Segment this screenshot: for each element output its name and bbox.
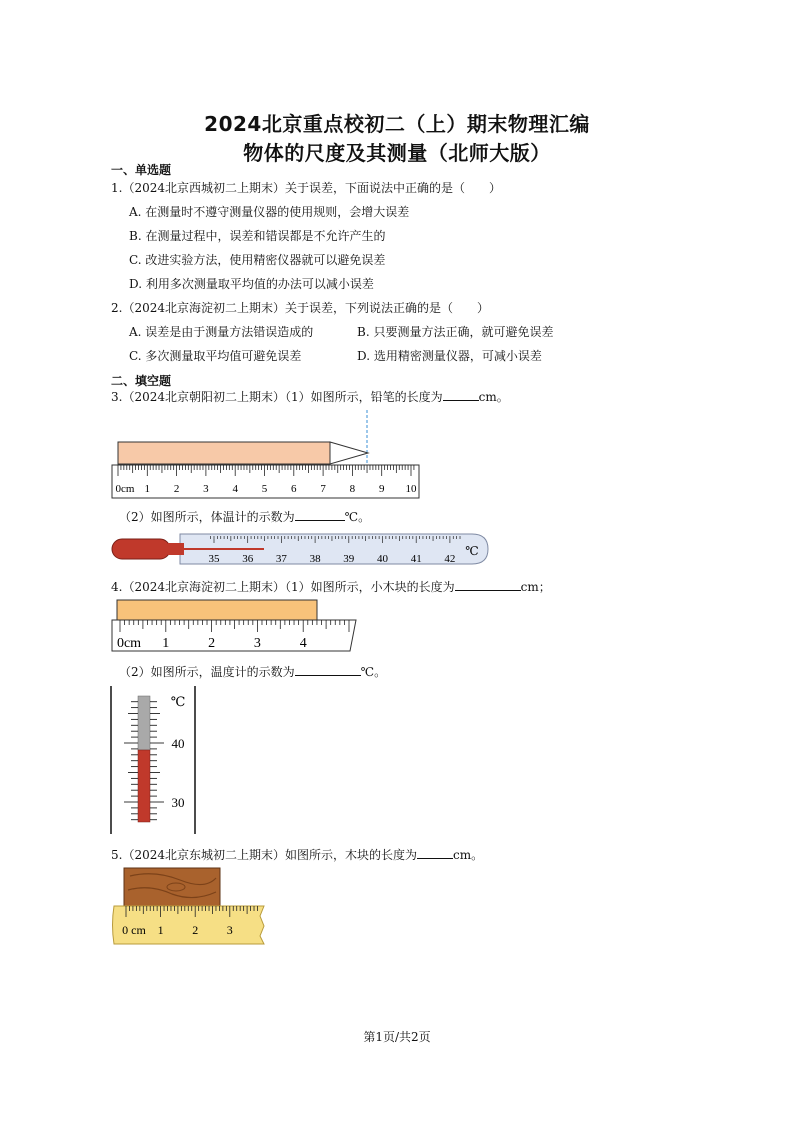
ruler-3-label: 3 xyxy=(226,923,233,937)
wooden-block xyxy=(117,600,317,620)
q2-option-d[interactable]: D. 选用精密测量仪器，可减小误差 xyxy=(357,349,542,363)
q4-part1 xyxy=(111,578,551,595)
q4-part1-unit: cm； xyxy=(520,580,551,594)
label-30: 30 xyxy=(171,795,185,810)
q2-option-c[interactable]: C. 多次测量取平均值可避免误差 xyxy=(129,349,302,363)
ruler-1-label: 8 xyxy=(349,483,356,495)
ruler-1-label: 4 xyxy=(232,483,238,495)
q3-part1 xyxy=(111,388,509,405)
thermometer-label: 40 xyxy=(377,553,388,565)
q1-stem: 1.（2024北京西城初二上期末）关于误差，下面说法中正确的是（ ） xyxy=(111,181,501,195)
thermometer-label: 37 xyxy=(275,553,287,565)
ruler-2-label: 4 xyxy=(299,636,307,651)
q3-answer-blank-2[interactable] xyxy=(295,509,345,521)
q3-answer-blank-1[interactable] xyxy=(443,389,479,401)
q1-option-b[interactable]: B. 在测量过程中，误差和错误都是不允许产生的 xyxy=(129,229,386,243)
section-fill-blank: 二、填空题 xyxy=(111,374,172,388)
page-title: 2024北京重点校初二（上）期末物理汇编 xyxy=(204,112,590,136)
thermometer-label: 41 xyxy=(410,553,422,565)
page-subtitle: 物体的尺度及其测量（北师大版） xyxy=(243,141,551,165)
page-footer: 第1页/共2页 xyxy=(363,1030,431,1044)
q1-option-d[interactable]: D. 利用多次测量取平均值的办法可以减小误差 xyxy=(129,277,374,291)
ruler-2-label: 2 xyxy=(208,636,216,651)
section-single-choice: 一、单选题 xyxy=(111,163,172,177)
q2-stem: 2.（2024北京海淀初二上期末）关于误差，下列说法正确的是（ ） xyxy=(111,301,489,315)
thermometer-label: 36 xyxy=(242,553,254,565)
wood-ruler-figure xyxy=(110,866,270,948)
q2-option-b[interactable]: B. 只要测量方法正确，就可避免误差 xyxy=(357,325,554,339)
thermometer-label: 38 xyxy=(309,553,321,565)
q5-stem xyxy=(111,846,483,863)
label-40: 40 xyxy=(171,736,185,751)
ruler-1-label: 7 xyxy=(320,483,326,495)
ruler-3-label: 0 cm xyxy=(122,923,146,937)
q4-part2-unit: ℃。 xyxy=(360,665,387,679)
ruler-2-label: 0cm xyxy=(116,636,142,651)
ruler-1-label: 10 xyxy=(405,483,417,495)
q4-answer-blank-1[interactable] xyxy=(455,579,521,591)
ruler-1-label: 2 xyxy=(173,483,180,495)
q5-text: 5.（2024北京东城初二上期末）如图所示，木块的长度为 xyxy=(111,848,417,862)
wood-block xyxy=(124,868,220,906)
ruler-1-label: 5 xyxy=(261,483,268,495)
thermometer-bulb xyxy=(112,539,170,559)
ruler-2-label: 3 xyxy=(253,636,261,651)
thermometer-unit: ℃ xyxy=(465,544,479,558)
thermometer-label: 35 xyxy=(208,553,220,565)
pencil-body xyxy=(118,442,330,464)
thermometer-label: 39 xyxy=(343,553,355,565)
ruler-1-label: 3 xyxy=(203,483,209,495)
pencil-tip xyxy=(330,442,368,464)
q3-part1-unit: cm。 xyxy=(478,390,509,404)
ruler-3-label: 2 xyxy=(192,923,199,937)
pencil-ruler-figure xyxy=(110,410,422,502)
ruler-2-label: 1 xyxy=(162,636,170,651)
thermometer-2-unit: ℃ xyxy=(170,694,186,709)
ruler-1-label: 9 xyxy=(378,483,385,495)
q5-unit: cm。 xyxy=(453,848,484,862)
thermometer-tube-empty xyxy=(138,696,150,750)
q4-part1-text: 4.（2024北京海淀初二上期末）（1）如图所示，小木块的长度为 xyxy=(111,580,455,594)
q3-part2-unit: ℃。 xyxy=(344,510,371,524)
mercury-column xyxy=(184,548,264,550)
thermometer-label: 42 xyxy=(444,553,456,565)
q5-answer-blank[interactable] xyxy=(417,847,453,859)
q4-part2 xyxy=(119,663,386,680)
q4-part2-text: （2）如图所示，温度计的示数为 xyxy=(119,665,295,679)
q1-option-a[interactable]: A. 在测量时不遵守测量仪器的使用规则，会增大误差 xyxy=(129,205,410,219)
ruler-2 xyxy=(112,620,356,651)
q3-part1-text: 3.（2024北京朝阳初二上期末）（1）如图所示，铅笔的长度为 xyxy=(111,390,443,404)
vertical-thermometer-figure xyxy=(108,684,200,836)
thermometer-neck xyxy=(168,543,184,555)
ruler-1-label: 6 xyxy=(291,483,297,495)
ruler-1-label: 0cm xyxy=(115,483,135,495)
q3-part2 xyxy=(119,508,370,525)
q1-option-c[interactable]: C. 改进实验方法，使用精密仪器就可以避免误差 xyxy=(129,253,386,267)
q2-option-a[interactable]: A. 误差是由于测量方法错误造成的 xyxy=(129,325,314,339)
block-ruler-figure xyxy=(110,598,360,654)
ruler-3-label: 1 xyxy=(157,923,164,937)
q3-part2-text: （2）如图所示，体温计的示数为 xyxy=(119,510,295,524)
ruler-1-label: 1 xyxy=(144,483,151,495)
clinical-thermometer-figure xyxy=(110,530,492,568)
q4-answer-blank-2[interactable] xyxy=(295,664,361,676)
liquid-column xyxy=(138,750,150,822)
